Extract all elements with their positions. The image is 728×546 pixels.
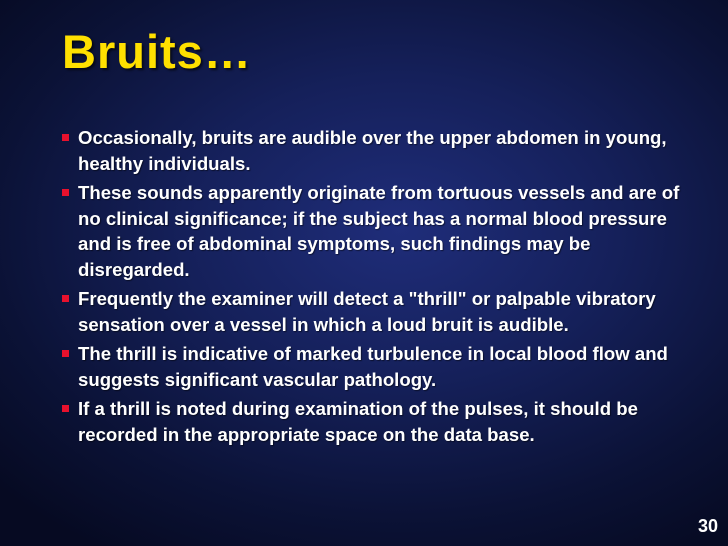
bullet-item — [62, 286, 682, 337]
bullet-item — [62, 396, 682, 447]
bullet-text: Frequently the examiner will detect a "thrill" or palpable vibratory sensation over a vessel in which a loud bruit is audible. — [78, 288, 656, 335]
square-bullet-icon — [62, 134, 69, 141]
square-bullet-icon — [62, 350, 69, 357]
page-number: 30 — [697, 516, 718, 536]
bullet-item — [62, 125, 682, 176]
bullet-text: If a thrill is noted during examination of the pulses, it should be recorded in the appropriate space on the data base. — [78, 398, 638, 445]
square-bullet-icon — [62, 405, 69, 412]
bullet-text: These sounds apparently originate from tortuous vessels and are of no clinical significance; if the subject has a normal blood pressure and is free of abdominal symptoms, such findings may be disregarded. — [78, 182, 680, 280]
square-bullet-icon — [62, 295, 69, 302]
slide-title: Bruits… — [62, 25, 252, 78]
bullet-list — [62, 125, 682, 451]
bullet-text: Occasionally, bruits are audible over the upper abdomen in young, healthy individuals. — [78, 127, 667, 174]
bullet-item — [62, 341, 682, 392]
bullet-text: The thrill is indicative of marked turbulence in local blood flow and suggests significant vascular pathology. — [78, 343, 668, 390]
square-bullet-icon — [62, 189, 69, 196]
bullet-item — [62, 180, 682, 282]
